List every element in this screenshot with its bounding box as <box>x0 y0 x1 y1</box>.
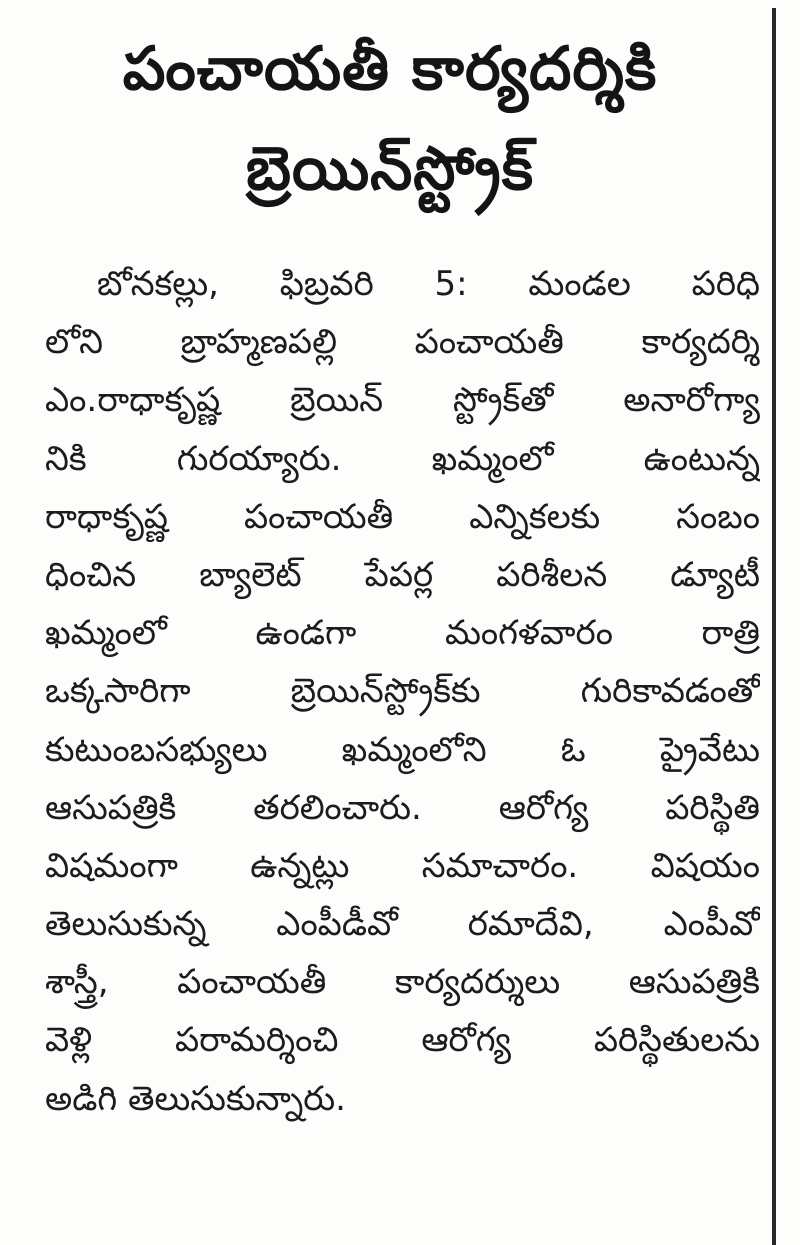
body-line: ఎం.రాధాకృష్ణ బ్రెయిన్ స్ట్రోక్‌తో అనారోగ్యా <box>45 380 760 421</box>
body-line: తెలుసుకున్న ఎంపీడీవో రమాదేవి, ఎంపీవో <box>45 904 760 945</box>
body-line: ధించిన బ్యాలెట్ పేపర్ల పరిశీలన డ్యూటీ <box>45 554 760 595</box>
body-line: ఒక్కసారిగా బ్రెయిన్‌స్ట్రోక్‌కు గురికావడంతో <box>45 671 760 712</box>
body-line: ఆసుపత్రికి తరలించారు. ఆరోగ్య పరిస్థితి <box>45 787 760 828</box>
body-line: వెళ్లి పరామర్శించి ఆరోగ్య పరిస్థితులను <box>45 1020 760 1061</box>
body-line: లోని బ్రాహ్మణపల్లి పంచాయతీ కార్యదర్శి <box>45 322 760 363</box>
body-line: కుటుంబసభ్యులు ఖమ్మంలోని ఓ ప్రైవేటు <box>45 729 760 770</box>
body-line: విషమంగా ఉన్నట్లు సమాచారం. విషయం <box>45 845 760 886</box>
body-line: శాస్త్రీ, పంచాయతీ కార్యదర్శులు ఆసుపత్రికి <box>45 962 760 1003</box>
body-line: ఖమ్మంలో ఉండగా మంగళవారం రాత్రి <box>45 613 760 654</box>
body-line: రాధాకృష్ణ పంచాయతీ ఎన్నికలకు సంబం <box>45 496 760 537</box>
article-body <box>45 255 760 1128</box>
headline-line-1: పంచాయతీ కార్యదర్శికి <box>122 34 658 104</box>
body-line: బోనకల్లు, ఫిబ్రవరి 5: మండల పరిధి <box>97 264 760 304</box>
body-line: నికి గురయ్యారు. ఖమ్మంలో ఉంటున్న <box>45 438 760 479</box>
body-line: అడిగి తెలుసుకున్నారు. <box>45 1078 346 1119</box>
column-rule <box>772 8 776 1245</box>
headline-line-2: బ్రెయిన్‌స్ట్రోక్ <box>245 134 535 204</box>
